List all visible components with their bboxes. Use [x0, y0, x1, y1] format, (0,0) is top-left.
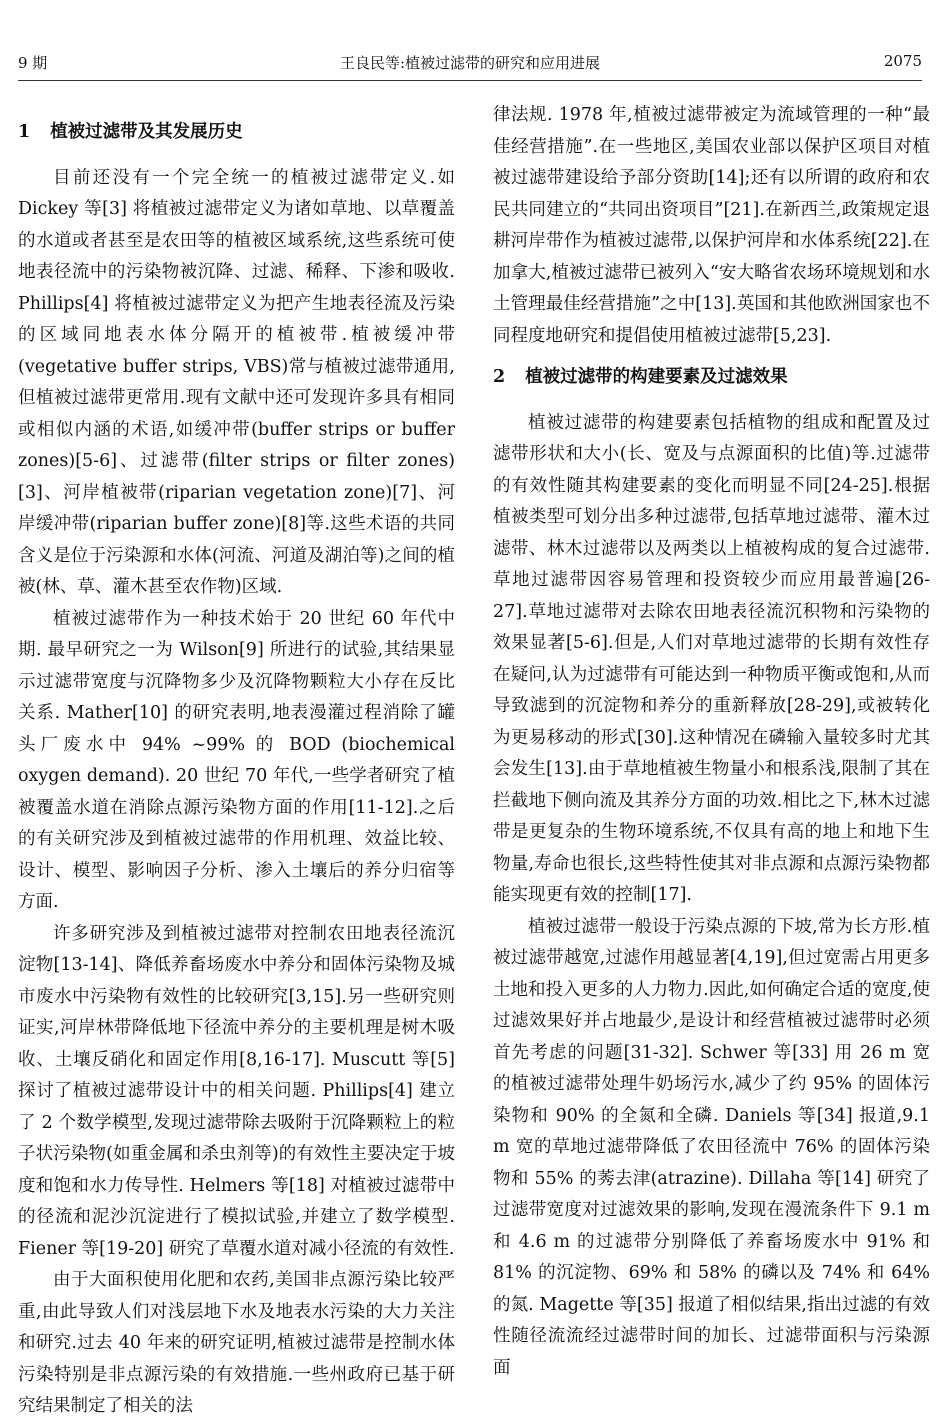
- paragraph: 目前还没有一个完全统一的植被过滤带定义.如 Dickey 等[3] 将植被过滤带定义为诸如草地、以草覆盖的水道或者甚至是农田等的植被区域系统,这些系统可使地表径流中的污染物被沉降、过滤、稀释、下渗和吸收. Phillips[4] 将植被过滤带定义为把产生地表径流及污染的区域同地表水体分隔开的植被带.植被缓冲带(vegetative buffer strips, VBS)常与植被过滤带通用,但植被过滤带更常用.现有文献中还可发现许多具有相同或相似内涵的术语,如缓冲带(buffer strips or buffer zones)[5-6]、过滤带(filter strips or filter zones)[3]、河岸植被带(riparian vegetation zone)[7]、河岸缓冲带(riparian buffer zone)[8]等.这些术语的共同含义是位于污染源和水体(河流、河道及湖泊等)之间的植被(林、草、灌木甚至农作物)区域.: [18, 167, 455, 597]
- paragraph: 由于大面积使用化肥和农药,美国非点源污染比较严重,由此导致人们对浅层地下水及地表水污染的大力关注和研究.过去 40 年来的研究证明,植被过滤带是控制水体污染特别是非点源污染的有效措施.一些州政府已基于研究结果制定了相关的法: [18, 1270, 455, 1416]
- issue-number: 9 期: [18, 54, 48, 72]
- section-heading-2: [493, 362, 930, 394]
- section-heading-1: [18, 117, 455, 149]
- running-title: 王良民等:植被过滤带的研究和应用进展: [339, 54, 601, 72]
- paragraph: 植被过滤带一般设于污染点源的下坡,常为长方形.植被过滤带越宽,过滤作用越显著[4,19],但过宽需占用更多土地和投入更多的人力物力.因此,如何确定合适的宽度,使过滤效果好并占地最少,是设计和经营植被过滤带时必须首先考虑的问题[31-32]. Schwer 等[33] 用 26 m 宽的植被过滤带处理牛奶场污水,减少了约 95% 的固体污染物和 90% 的全氮和全磷. Daniels 等[34] 报道,9.1 m 宽的草地过滤带降低了农田径流中 76% 的固体污染物和 55% 的莠去津(atrazine). Dillaha 等[14] 研究了过滤带宽度对过滤效果的影响,发现在漫流条件下 9.1 m 和 4.6 m 的过滤带分别降低了养畜场废水中 91% 和 81% 的沉淀物、69% 和 58% 的磷以及 74% 和 64% 的氮. Magette 等[35] 报道了相似结果,指出过滤的有效性随径流流经过滤带时间的加长、过滤带面积与污染源面: [493, 916, 930, 1378]
- paragraph: 植被过滤带作为一种技术始于 20 世纪 60 年代中期. 最早研究之一为 Wilson[9] 所进行的试验,其结果显示过滤带宽度与沉降物多少及沉降物颗粒大小存在反比关系. Mather[10] 的研究表明,地表漫灌过程消除了罐头厂废水中 94% ~99% 的 BOD (biochemical oxygen demand). 20 世纪 70 年代,一些学者研究了植被覆盖水道在消除点源污染物方面的作用[11-12].之后的有关研究涉及到植被过滤带的作用机理、效益比较、设计、模型、影响因子分析、渗入土壤后的养分归宿等方面.: [18, 608, 455, 912]
- paragraph: 许多研究涉及到植被过滤带对控制农田地表径流沉淀物[13-14]、降低养畜场废水中养分和固体污染物及城市废水中污染物有效性的比较研究[3,15].另一些研究则证实,河岸林带降低地下径流中养分的主要机理是树木吸收、土壤反硝化和固定作用[8,16-17]. Muscutt 等[5] 探讨了植被过滤带设计中的相关问题. Phillips[4] 建立了 2 个数学模型,发现过滤带除去吸附于沉降颗粒上的粒子状污染物(如重金属和杀虫剂等)的有效性主要决定于坡度和饱和水力传导性. Helmers 等[18] 对植被过滤带中的径流和泥沙沉淀进行了模拟试验,并建立了数学模型. Fiener 等[19-20] 研究了草覆水道对减小径流的有效性.: [18, 923, 455, 1259]
- page-number: 2075: [883, 52, 922, 70]
- section-number: 2: [493, 367, 506, 387]
- header-rule: [18, 80, 922, 81]
- paragraph-continuation: 律法规. 1978 年,植被过滤带被定为流域管理的一种“最佳经营措施”.在一些地区,美国农业部以保护区项目对植被过滤带建设给予部分资助[14];还有以所谓的政府和农民共同建立的“共同出资项目”[21].在新西兰,政策规定退耕河岸带作为植被过滤带,以保护河岸和水体系统[22].在加拿大,植被过滤带已被列入“安大略省农场环境规划和水土管理最佳经营措施”之中[13].英国和其他欧洲国家也不同程度地研究和提倡使用植被过滤带[5,23].: [493, 105, 930, 346]
- left-column: [18, 117, 455, 1423]
- section-title: 植被过滤带及其发展历史: [50, 122, 243, 142]
- running-header: [18, 52, 922, 78]
- paragraph: 植被过滤带的构建要素包括植物的组成和配置及过滤带形状和大小(长、宽及与点源面积的比值)等.过滤带的有效性随其构建要素的变化而明显不同[24-25].根据植被类型可划分出多种过滤带,包括草地过滤带、灌木过滤带、林木过滤带以及两类以上植被构成的复合过滤带.草地过滤带因容易管理和投资较少而应用最普遍[26-27].草地过滤带对去除农田地表径流沉积物和污染物的效果显著[5-6].但是,人们对草地过滤带的长期有效性存在疑问,认为过滤带有可能达到一种物质平衡或饱和,从而导致滤到的沉淀物和养分的重新释放[28-29],或被转化为更易移动的形式[30].这种情况在磷输入量较多时尤其会发生[13].由于草地植被生物量小和根系浅,限制了其在拦截地下侧向流及其养分方面的功效.相比之下,林木过滤带是更复杂的生物环境系统,不仅具有高的地上和地下生物量,寿命也很长,这些特性使其对非点源和点源污染物都能实现更有效的控制[17].: [493, 412, 930, 905]
- section-number: 1: [18, 122, 31, 142]
- right-column: [493, 100, 930, 1384]
- section-title: 植被过滤带的构建要素及过滤效果: [525, 367, 788, 387]
